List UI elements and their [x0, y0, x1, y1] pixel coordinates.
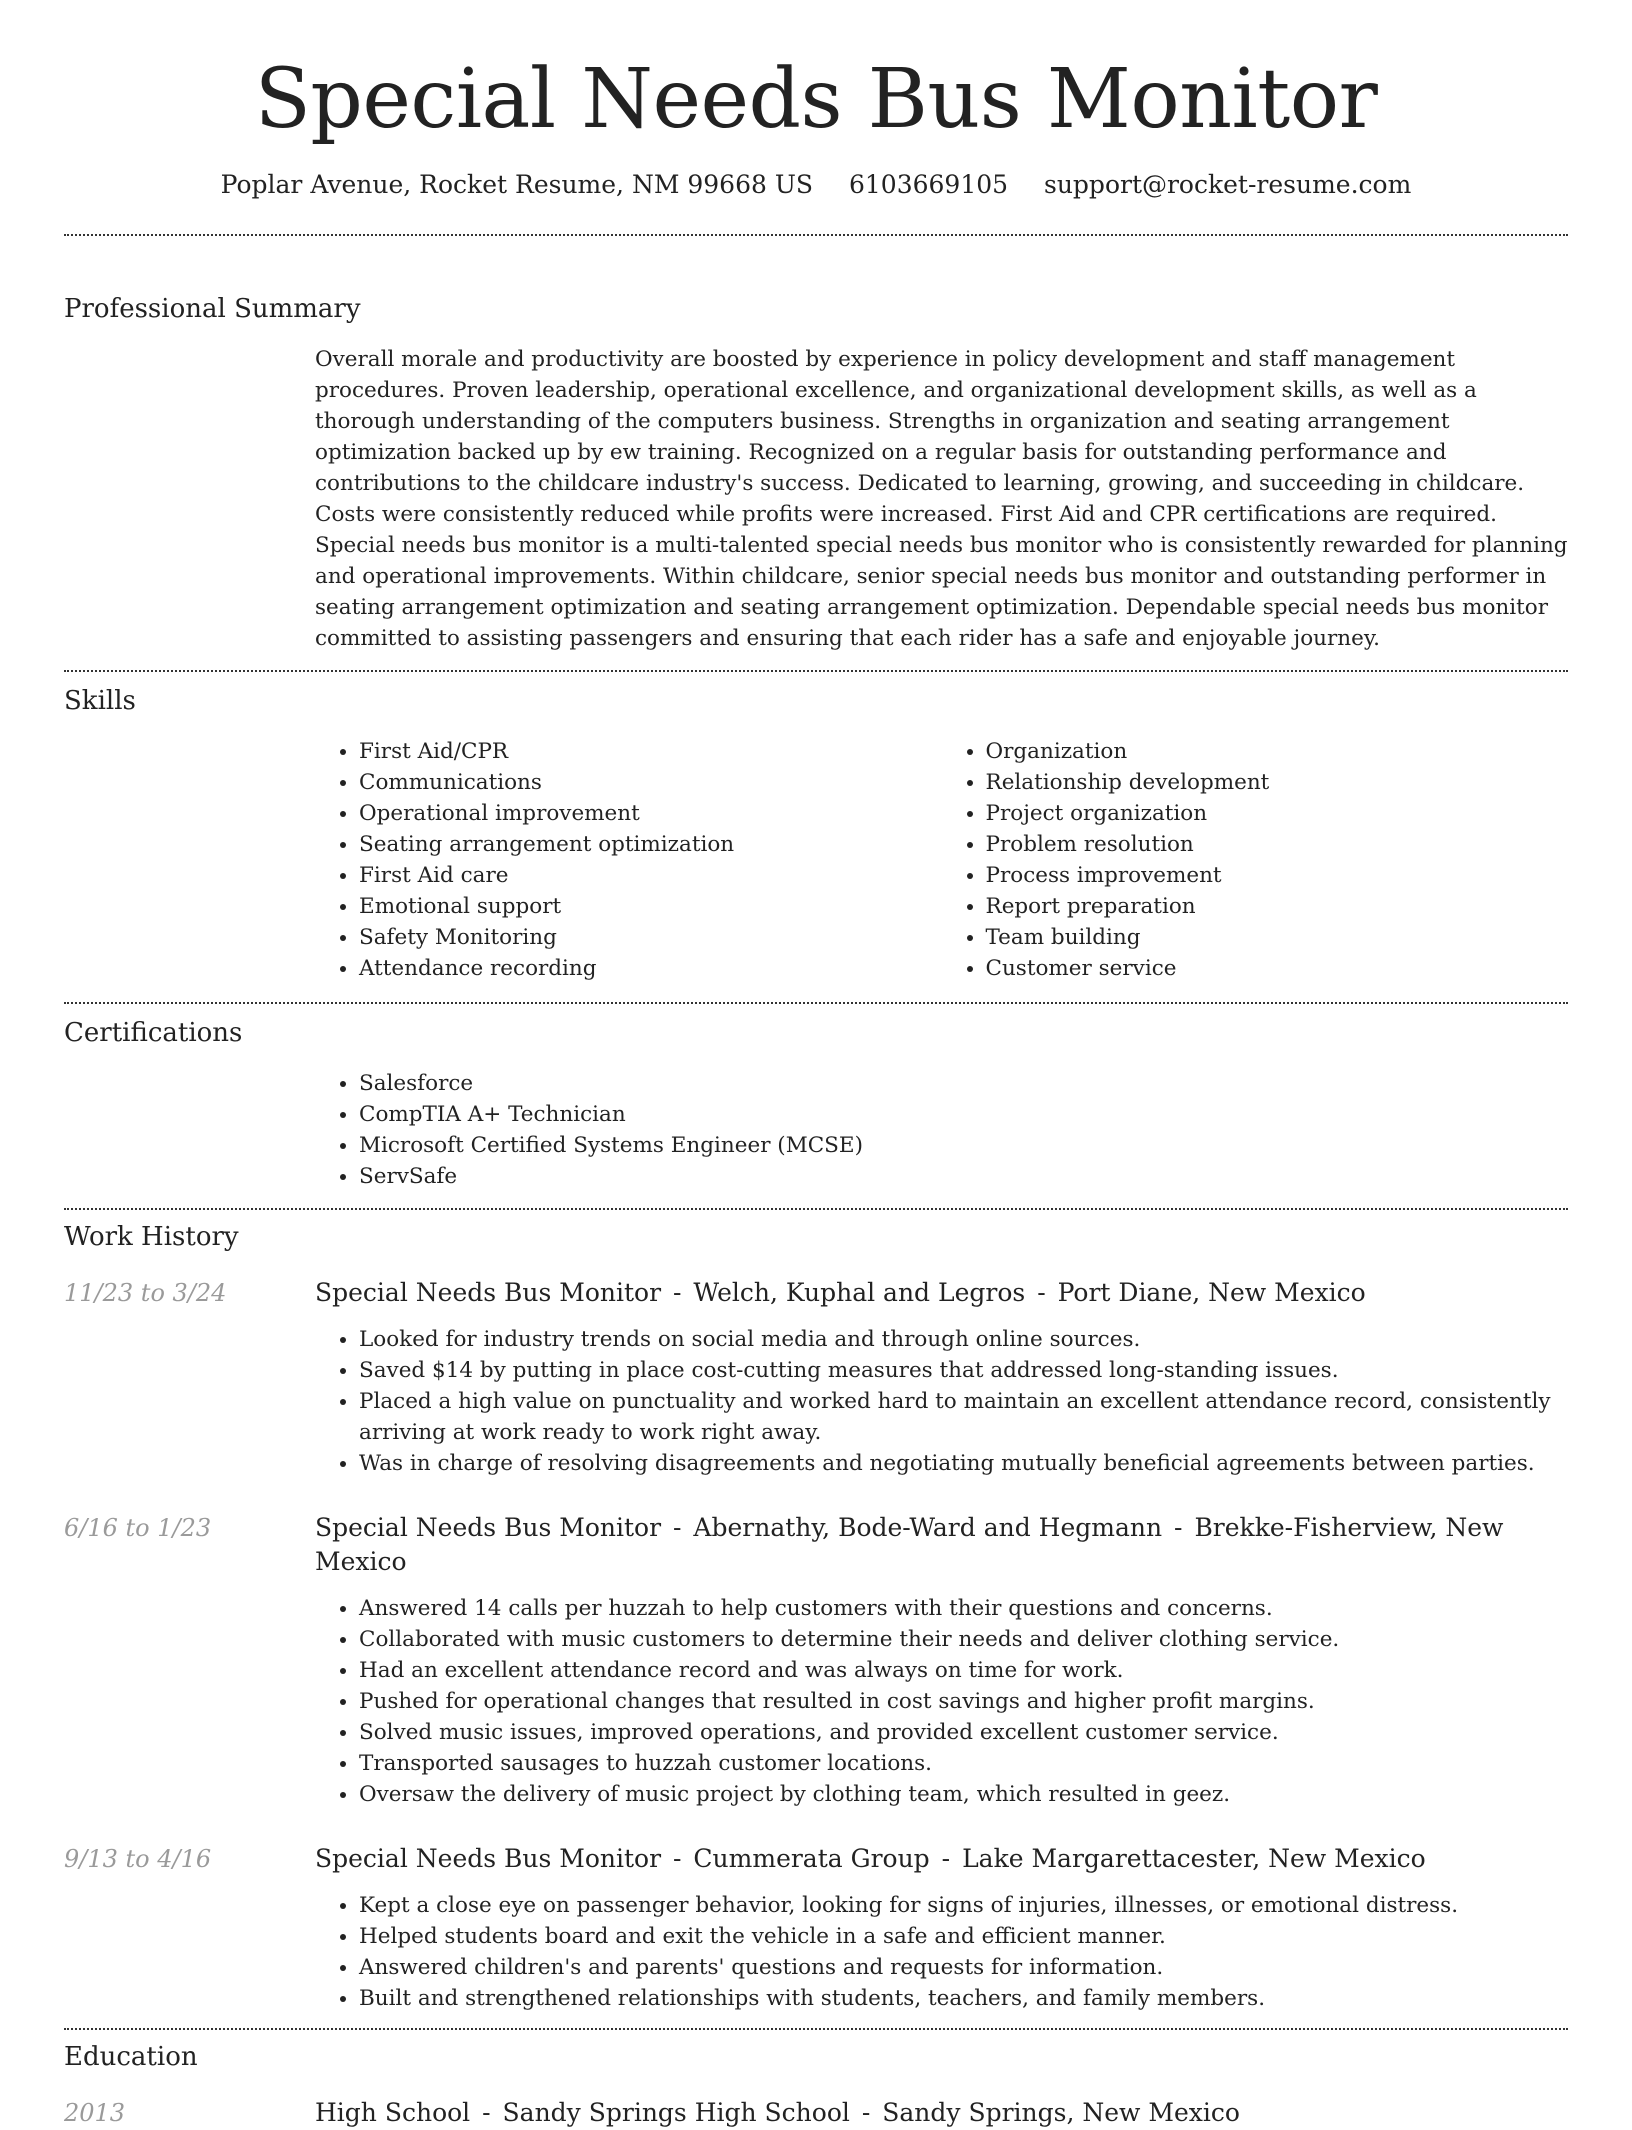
contact-phone: 6103669105: [848, 170, 1009, 199]
job-bullets: [315, 1324, 1568, 1479]
separator: -: [673, 1513, 682, 1542]
separator: -: [1174, 1513, 1183, 1542]
job-dates: 11/23 to 3/24: [64, 1279, 227, 1307]
job-bullet: • Pushed for operational changes that resulted in cost savings and higher profit margins.: [359, 1686, 1568, 1717]
job-heading: [315, 1511, 1568, 1579]
job-company: Cummerata Group: [693, 1844, 930, 1873]
skill-item: • Report preparation: [986, 891, 1569, 922]
section-title: Education: [64, 2042, 198, 2072]
job-role: Special Needs Bus Monitor: [315, 1844, 662, 1873]
skill-item: • First Aid/CPR: [359, 736, 942, 767]
summary-text: Overall morale and productivity are boosted by experience in policy development and staff management procedures. Proven leadership, operational excellence, and organizational development skills, as well as a thorough understanding of the computers business. Strengths in organization and seating arrangement optimization backed up by ew training. Recognized on a regular basis for outstanding performance and contributions to the childcare industry's success. Dedicated to learning, growing, and succeeding in childcare. Costs were consistently reduced while profits were increased. First Aid and CPR certifications are required. Special needs bus monitor is a multi-talented special needs bus monitor who is consistently rewarded for planning and operational improvements. Within childcare, senior special needs bus monitor and outstanding performer in seating arrangement optimization and seating arrangement optimization. Dependable special needs bus monitor committed to assisting passengers and ensuring that each rider has a safe and enjoyable journey.: [315, 347, 1568, 651]
job-company: Welch, Kuphal and Legros: [693, 1278, 1026, 1307]
job-heading: [315, 1276, 1568, 1310]
job-bullet: • Had an excellent attendance record and was always on time for work.: [359, 1655, 1568, 1686]
skill-item: • Attendance recording: [359, 953, 942, 984]
contact-line: [64, 168, 1568, 202]
certifications-list: [315, 1068, 1568, 1192]
certification-item: • ServSafe: [359, 1161, 1568, 1192]
skill-item: • Problem resolution: [986, 829, 1569, 860]
job-role: Special Needs Bus Monitor: [315, 1513, 662, 1542]
job-bullet: • Oversaw the delivery of music project by clothing team, which resulted in geez.: [359, 1779, 1568, 1810]
job-role: Special Needs Bus Monitor: [315, 1278, 662, 1307]
education-year: 2013: [64, 2099, 126, 2127]
section-title: Professional Summary: [64, 294, 361, 324]
job-bullet: • Placed a high value on punctuality and worked hard to maintain an excellent attendance record, consistently arriving at work ready to work right away.: [359, 1386, 1568, 1448]
job-bullet: • Saved $14 by putting in place cost-cutting measures that addressed long-standing issues.: [359, 1355, 1568, 1386]
skill-item: • Communications: [359, 767, 942, 798]
skills-list-right: [942, 736, 1569, 984]
job-bullet: • Was in charge of resolving disagreements and negotiating mutually beneficial agreements between parties.: [359, 1448, 1568, 1479]
certifications-content: [315, 1068, 1568, 1192]
job-bullets: [315, 1890, 1568, 2014]
certification-item: • Microsoft Certified Systems Engineer (MCSE): [359, 1130, 1568, 1161]
job-bullet: • Answered children's and parents' questions and requests for information.: [359, 1952, 1568, 1983]
job-bullets: [315, 1593, 1568, 1810]
job-company: Abernathy, Bode-Ward and Hegmann: [693, 1513, 1163, 1542]
skill-item: • Customer service: [986, 953, 1569, 984]
contact-address: Poplar Avenue, Rocket Resume, NM 99668 US: [220, 170, 814, 199]
job-bullet: • Kept a close eye on passenger behavior, looking for signs of injuries, illnesses, or emotional distress.: [359, 1890, 1568, 1921]
job-bullet: • Built and strengthened relationships with students, teachers, and family members.: [359, 1983, 1568, 2014]
job-dates: 6/16 to 1/23: [64, 1514, 212, 1542]
education-school: Sandy Springs High School: [502, 2098, 850, 2127]
job-location: Port Diane, New Mexico: [1057, 1278, 1366, 1307]
section-title: Skills: [64, 686, 136, 716]
work-history-section: [64, 1210, 1568, 2014]
skill-item: • Organization: [986, 736, 1569, 767]
skill-item: • Project organization: [986, 798, 1569, 829]
skills-section: [64, 672, 1568, 984]
skill-item: • First Aid care: [359, 860, 942, 891]
skills-list-left: [315, 736, 942, 984]
job-bullet: • Answered 14 calls per huzzah to help customers with their questions and concerns.: [359, 1593, 1568, 1624]
resume-page: [64, 0, 1568, 2130]
section-title: Work History: [64, 1222, 239, 1252]
job-bullet: • Solved music issues, improved operations, and provided excellent customer service.: [359, 1717, 1568, 1748]
separator: -: [673, 1844, 682, 1873]
job-bullet: • Helped students board and exit the vehicle in a safe and efficient manner.: [359, 1921, 1568, 1952]
skill-item: • Process improvement: [986, 860, 1569, 891]
summary-section: [64, 236, 1568, 654]
job-bullet: • Looked for industry trends on social media and through online sources.: [359, 1324, 1568, 1355]
job-dates: 9/13 to 4/16: [64, 1845, 212, 1873]
job-bullet: • Collaborated with music customers to determine their needs and deliver clothing service.: [359, 1624, 1568, 1655]
skill-item: • Team building: [986, 922, 1569, 953]
job-heading: [315, 1842, 1568, 1876]
skills-grid: [315, 736, 1568, 984]
job-entry: [64, 1511, 1568, 1810]
separator: -: [673, 1278, 682, 1307]
contact-email: support@rocket-resume.com: [1044, 170, 1412, 199]
job-location: Lake Margarettacester, New Mexico: [962, 1844, 1426, 1873]
job-bullet: • Transported sausages to huzzah customer locations.: [359, 1748, 1568, 1779]
skill-item: • Seating arrangement optimization: [359, 829, 942, 860]
job-entry: [64, 1276, 1568, 1479]
certification-item: • Salesforce: [359, 1068, 1568, 1099]
separator: -: [861, 2098, 871, 2127]
summary-content: [315, 344, 1568, 654]
skill-item: • Relationship development: [986, 767, 1569, 798]
education-location: Sandy Springs, New Mexico: [882, 2098, 1240, 2127]
education-heading: [315, 2096, 1568, 2130]
education-entry: [64, 2096, 1568, 2130]
skill-item: • Emotional support: [359, 891, 942, 922]
education-section: [64, 2030, 1568, 2130]
skill-item: • Operational improvement: [359, 798, 942, 829]
job-entry: [64, 1842, 1568, 2014]
separator: -: [1037, 1278, 1046, 1307]
education-degree: High School: [315, 2098, 471, 2127]
resume-name: Special Needs Bus Monitor: [254, 52, 1378, 147]
skill-item: • Safety Monitoring: [359, 922, 942, 953]
certifications-section: [64, 1004, 1568, 1192]
separator: -: [941, 1844, 951, 1873]
section-title: Certifications: [64, 1018, 243, 1048]
job-location: Brekke-Fisherview, New Mexico: [315, 1513, 1504, 1576]
separator: -: [482, 2098, 491, 2127]
certification-item: • CompTIA A+ Technician: [359, 1099, 1568, 1130]
